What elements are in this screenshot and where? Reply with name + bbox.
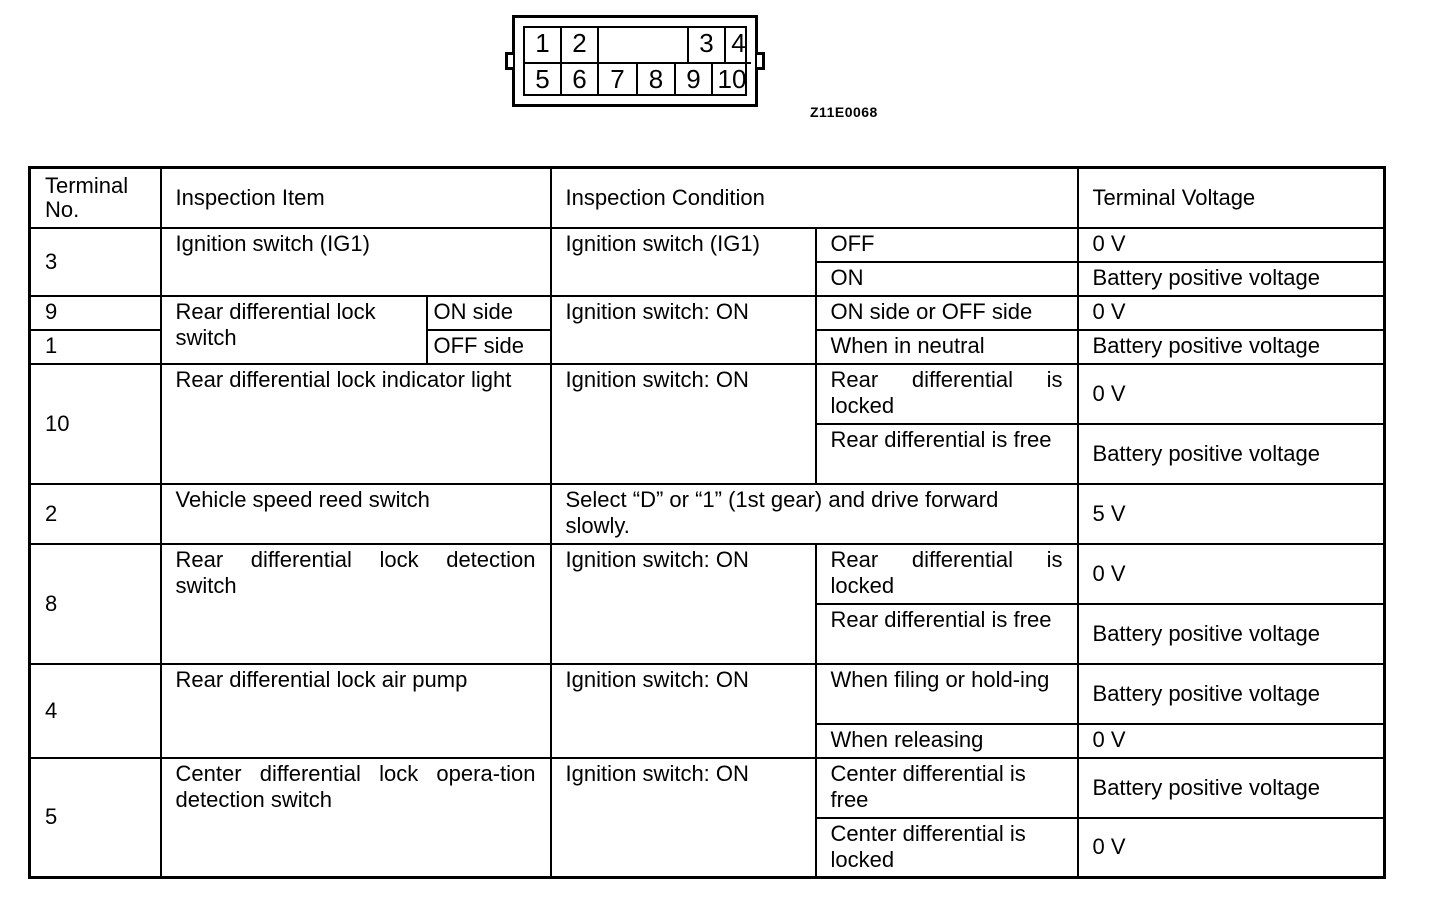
inspection-condition-cell: Select “D” or “1” (1st gear) and drive forward slowly. — [551, 484, 1078, 544]
condition-detail-cell: When in neutral — [816, 330, 1078, 364]
condition-detail-cell: ON side or OFF side — [816, 296, 1078, 330]
pin-8: 8 — [638, 62, 676, 96]
connector-latch-right — [757, 52, 765, 70]
pin-10: 10 — [713, 62, 751, 96]
table-row — [30, 228, 1385, 262]
table-row — [30, 544, 1385, 604]
table-row — [30, 364, 1385, 424]
condition-detail-cell: When filing or hold-ing — [816, 664, 1078, 724]
voltage-cell: Battery positive voltage — [1078, 330, 1385, 364]
voltage-cell: Battery positive voltage — [1078, 604, 1385, 664]
connector-diagram — [512, 15, 758, 107]
voltage-cell: 5 V — [1078, 484, 1385, 544]
condition-detail-cell: Rear differential is locked — [816, 544, 1078, 604]
pin-blank — [599, 28, 689, 62]
pin-1: 1 — [525, 28, 562, 62]
connector-pin-grid — [523, 26, 747, 96]
condition-detail-cell: Rear differential is free — [816, 604, 1078, 664]
condition-detail-cell: OFF — [816, 228, 1078, 262]
voltage-cell: Battery positive voltage — [1078, 262, 1385, 296]
terminal-voltage-table — [28, 166, 1386, 879]
voltage-cell: 0 V — [1078, 818, 1385, 878]
terminal-cell: 8 — [30, 544, 161, 664]
table-row — [30, 296, 1385, 330]
inspection-condition-cell: Ignition switch: ON — [551, 544, 816, 664]
condition-detail-cell: ON — [816, 262, 1078, 296]
header-inspection-item: Inspection Item — [161, 168, 551, 228]
header-inspection-condition: Inspection Condition — [551, 168, 1078, 228]
inspection-condition-cell: Ignition switch: ON — [551, 758, 816, 878]
terminal-cell: 5 — [30, 758, 161, 878]
inspection-item-cell: Center differential lock opera-tion detection switch — [161, 758, 551, 878]
switch-side-cell: OFF side — [427, 330, 551, 364]
terminal-cell: 4 — [30, 664, 161, 758]
terminal-cell: 10 — [30, 364, 161, 484]
switch-side-cell: ON side — [427, 296, 551, 330]
inspection-item-cell: Vehicle speed reed switch — [161, 484, 551, 544]
voltage-cell: 0 V — [1078, 296, 1385, 330]
voltage-cell: 0 V — [1078, 544, 1385, 604]
table-row — [30, 484, 1385, 544]
header-terminal-no: Terminal No. — [30, 168, 161, 228]
condition-detail-cell: Center differential is locked — [816, 818, 1078, 878]
pin-2: 2 — [562, 28, 599, 62]
table-row — [30, 758, 1385, 818]
terminal-cell: 9 — [30, 296, 161, 330]
pin-5: 5 — [525, 62, 562, 96]
voltage-cell: 0 V — [1078, 724, 1385, 758]
inspection-item-cell: Rear differential lock detection switch — [161, 544, 551, 664]
voltage-cell: 0 V — [1078, 228, 1385, 262]
pin-6: 6 — [562, 62, 599, 96]
inspection-condition-cell: Ignition switch: ON — [551, 296, 816, 364]
pin-4: 4 — [731, 28, 746, 58]
pin-3: 3 — [689, 28, 726, 62]
inspection-item-cell: Rear differential lock indicator light — [161, 364, 551, 484]
inspection-item-cell: Rear differential lock air pump — [161, 664, 551, 758]
terminal-cell: 1 — [30, 330, 161, 364]
condition-detail-cell: When releasing — [816, 724, 1078, 758]
figure-code: Z11E0068 — [810, 104, 878, 120]
pin-9: 9 — [676, 62, 713, 96]
pin-7: 7 — [599, 62, 638, 96]
terminal-cell: 3 — [30, 228, 161, 296]
condition-detail-cell: Center differential is free — [816, 758, 1078, 818]
table-row — [30, 664, 1385, 724]
inspection-condition-cell: Ignition switch: ON — [551, 664, 816, 758]
terminal-cell: 2 — [30, 484, 161, 544]
voltage-cell: Battery positive voltage — [1078, 758, 1385, 818]
inspection-condition-cell: Ignition switch (IG1) — [551, 228, 816, 296]
voltage-cell: Battery positive voltage — [1078, 424, 1385, 484]
inspection-item-cell: Ignition switch (IG1) — [161, 228, 551, 296]
connector-latch-left — [505, 52, 513, 70]
condition-detail-cell: Rear differential is free — [816, 424, 1078, 484]
header-terminal-voltage: Terminal Voltage — [1078, 168, 1385, 228]
header-row — [30, 168, 1385, 228]
voltage-cell: Battery positive voltage — [1078, 664, 1385, 724]
inspection-condition-cell: Ignition switch: ON — [551, 364, 816, 484]
inspection-item-cell: Rear differential lock switch — [161, 296, 427, 364]
condition-detail-cell: Rear differential is locked — [816, 364, 1078, 424]
voltage-cell: 0 V — [1078, 364, 1385, 424]
